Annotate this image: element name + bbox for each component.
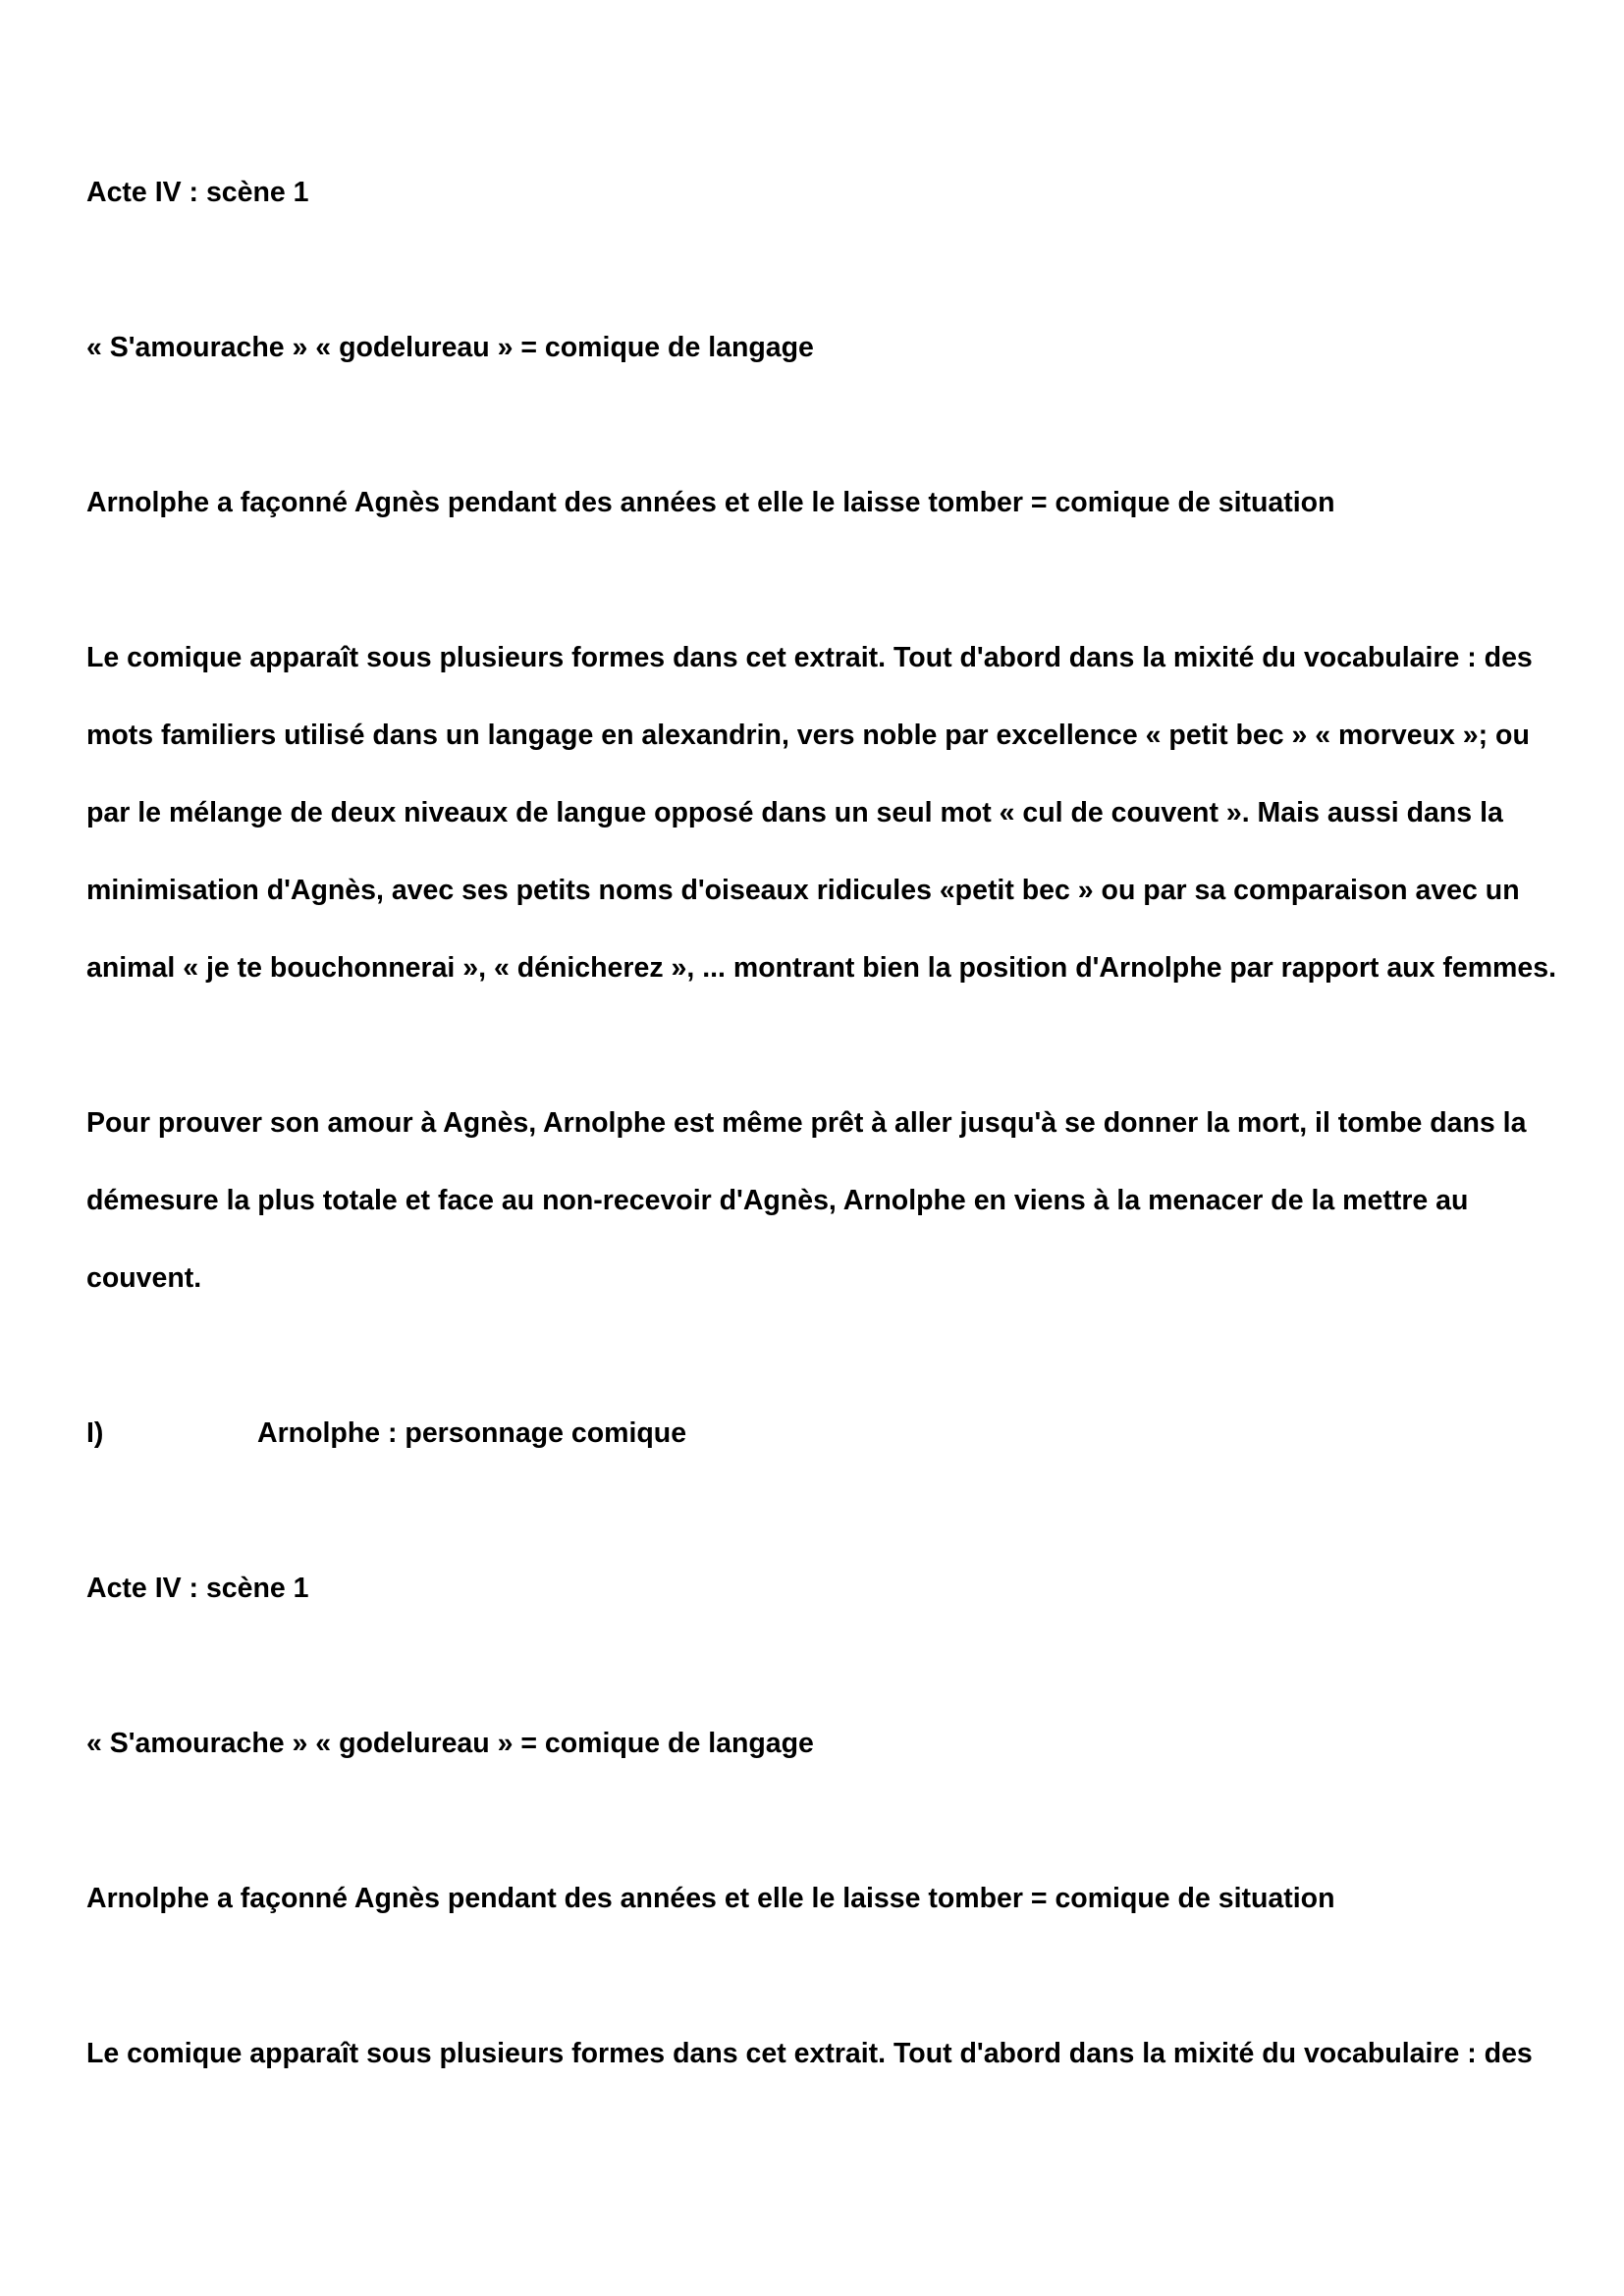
paragraph-line: mots familiers utilisé dans un langage en alexandrin, vers noble par excellence « petit bec » « morveux »; ou <box>86 720 1530 751</box>
section-title: Arnolphe : personnage comique <box>257 1417 687 1449</box>
paragraph-line: Pour prouver son amour à Agnès, Arnolphe est même prêt à aller jusqu'à se donner la mort, il tombe dans la <box>86 1107 1527 1139</box>
section-numeral: I) <box>86 1417 104 1449</box>
paragraph-line: Le comique apparaît sous plusieurs formes dans cet extrait. Tout d'abord dans la mixité du vocabulaire : des <box>86 642 1533 673</box>
paragraph-line: par le mélange de deux niveaux de langue opposé dans un seul mot « cul de couvent ». Mais aussi dans la <box>86 797 1503 828</box>
paragraph-line: « S'amourache » « godelureau » = comique de langage <box>86 1728 814 1759</box>
paragraph-line: animal « je te bouchonnerai », « dénicherez », ... montrant bien la position d'Arnolphe par rapport aux femmes. <box>86 952 1557 984</box>
paragraph-line: Arnolphe a façonné Agnès pendant des années et elle le laisse tomber = comique de situation <box>86 1883 1335 1914</box>
paragraph-line: Arnolphe a façonné Agnès pendant des années et elle le laisse tomber = comique de situation <box>86 487 1335 518</box>
paragraph-line: « S'amourache » « godelureau » = comique de langage <box>86 332 814 363</box>
paragraph-line: démesure la plus totale et face au non-recevoir d'Agnès, Arnolphe en viens à la menacer de la mettre au <box>86 1185 1469 1216</box>
paragraph-line: minimisation d'Agnès, avec ses petits noms d'oiseaux ridicules «petit bec » ou par sa comparaison avec un <box>86 875 1520 906</box>
paragraph-line: Le comique apparaît sous plusieurs formes dans cet extrait. Tout d'abord dans la mixité du vocabulaire : des <box>86 2038 1533 2069</box>
paragraph-line: couvent. <box>86 1262 202 1294</box>
scene-heading: Acte IV : scène 1 <box>86 1573 309 1604</box>
scene-heading: Acte IV : scène 1 <box>86 177 309 208</box>
